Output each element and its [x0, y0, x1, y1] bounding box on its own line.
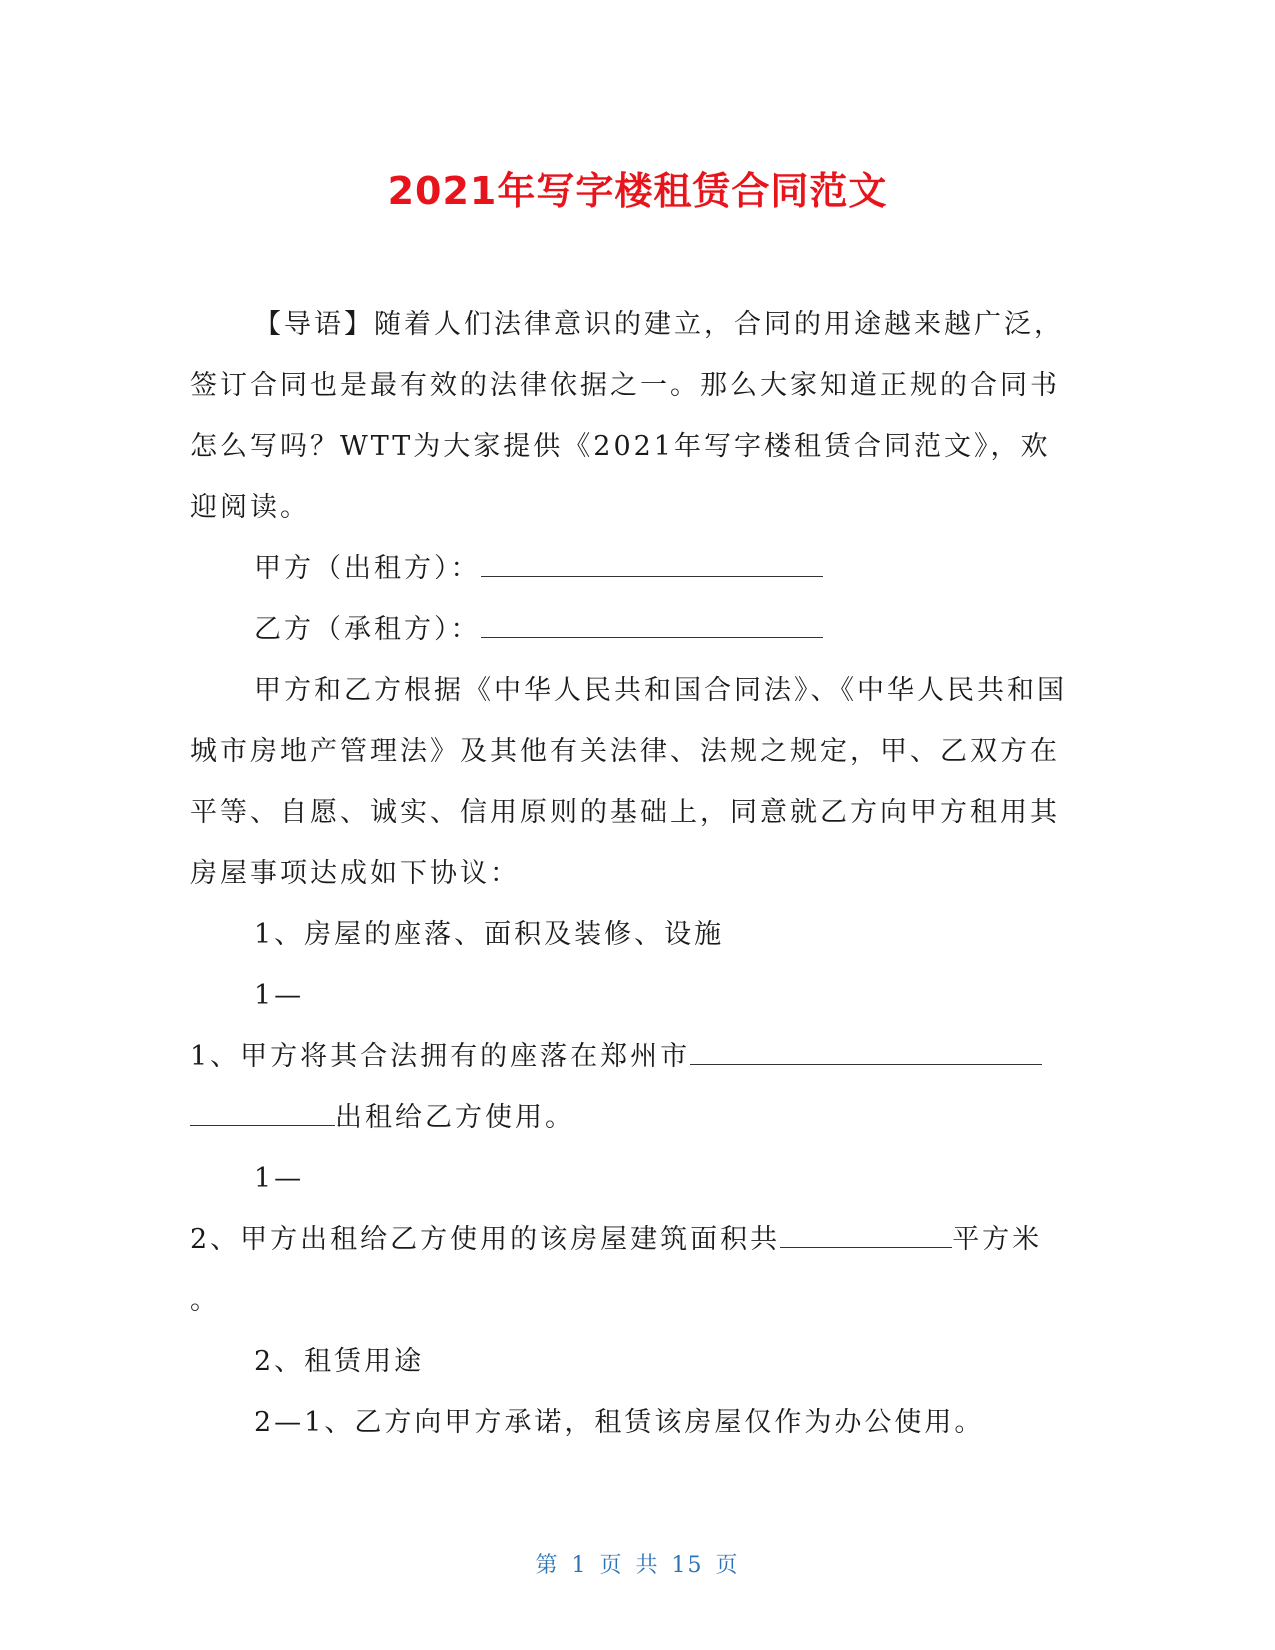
party-a-blank [481, 554, 823, 577]
clause-1-2-text-a: 2、甲方出租给乙方使用的该房屋建筑面积共 [190, 1224, 781, 1255]
footer-total-pages: 15 [671, 1553, 704, 1578]
footer-label-page: 第 [535, 1553, 560, 1578]
intro-paragraph: 【导语】随着人们法律意识的建立，合同的用途越来越广泛，签订合同也是最有效的法律依据之一。那么大家知道正规的合同书怎么写吗？WTT为大家提供《2021年写字楼租赁合同范文》，欢迎阅读。 [190, 309, 1064, 523]
party-a-line [190, 538, 1070, 599]
footer-label-total: 共 [635, 1553, 660, 1578]
area-blank [780, 1225, 952, 1248]
party-b-blank [481, 615, 823, 638]
footer-current-page: 1 [571, 1553, 588, 1578]
location-blank-2 [190, 1103, 335, 1126]
agreement-paragraph: 甲方和乙方根据《中华人民共和国合同法》、《中华人民共和国城市房地产管理法》及其他有关法律、法规之规定，甲、乙双方在平等、自愿、诚实、信用原则的基础上，同意就乙方向甲方租用其房屋事项达成如下协议： [190, 675, 1067, 889]
clause-1-1-prefix: 1— [254, 980, 305, 1011]
section-1-heading: 1、房屋的座落、面积及装修、设施 [254, 919, 725, 950]
party-b-line [190, 599, 1070, 660]
clause-2-1: 2—1、乙方向甲方承诺，租赁该房屋仅作为办公使用。 [254, 1407, 985, 1438]
party-a-label: 甲方（出租方）： [254, 553, 481, 584]
location-blank-1 [690, 1042, 1042, 1065]
clause-1-2 [190, 1209, 1070, 1331]
clause-1-2-text-b: 平方米 [952, 1224, 1043, 1255]
party-b-label: 乙方（承租方）： [254, 614, 481, 645]
clause-1-1 [190, 1026, 1070, 1148]
clause-1-2-prefix: 1— [254, 1163, 305, 1194]
clause-1-1-text-a: 1、甲方将其合法拥有的座落在郑州市 [190, 1041, 691, 1072]
clause-1-1-text-b: 出租给乙方使用。 [335, 1102, 575, 1133]
footer-label-ye-2: 页 [715, 1553, 740, 1578]
document-body [190, 294, 1070, 1453]
page-footer [0, 1548, 1275, 1579]
section-2-heading: 2、租赁用途 [254, 1346, 425, 1377]
document-title: 2021年写字楼租赁合同范文 [387, 169, 888, 213]
footer-label-ye: 页 [599, 1553, 624, 1578]
clause-1-2-end: 。 [190, 1285, 220, 1316]
